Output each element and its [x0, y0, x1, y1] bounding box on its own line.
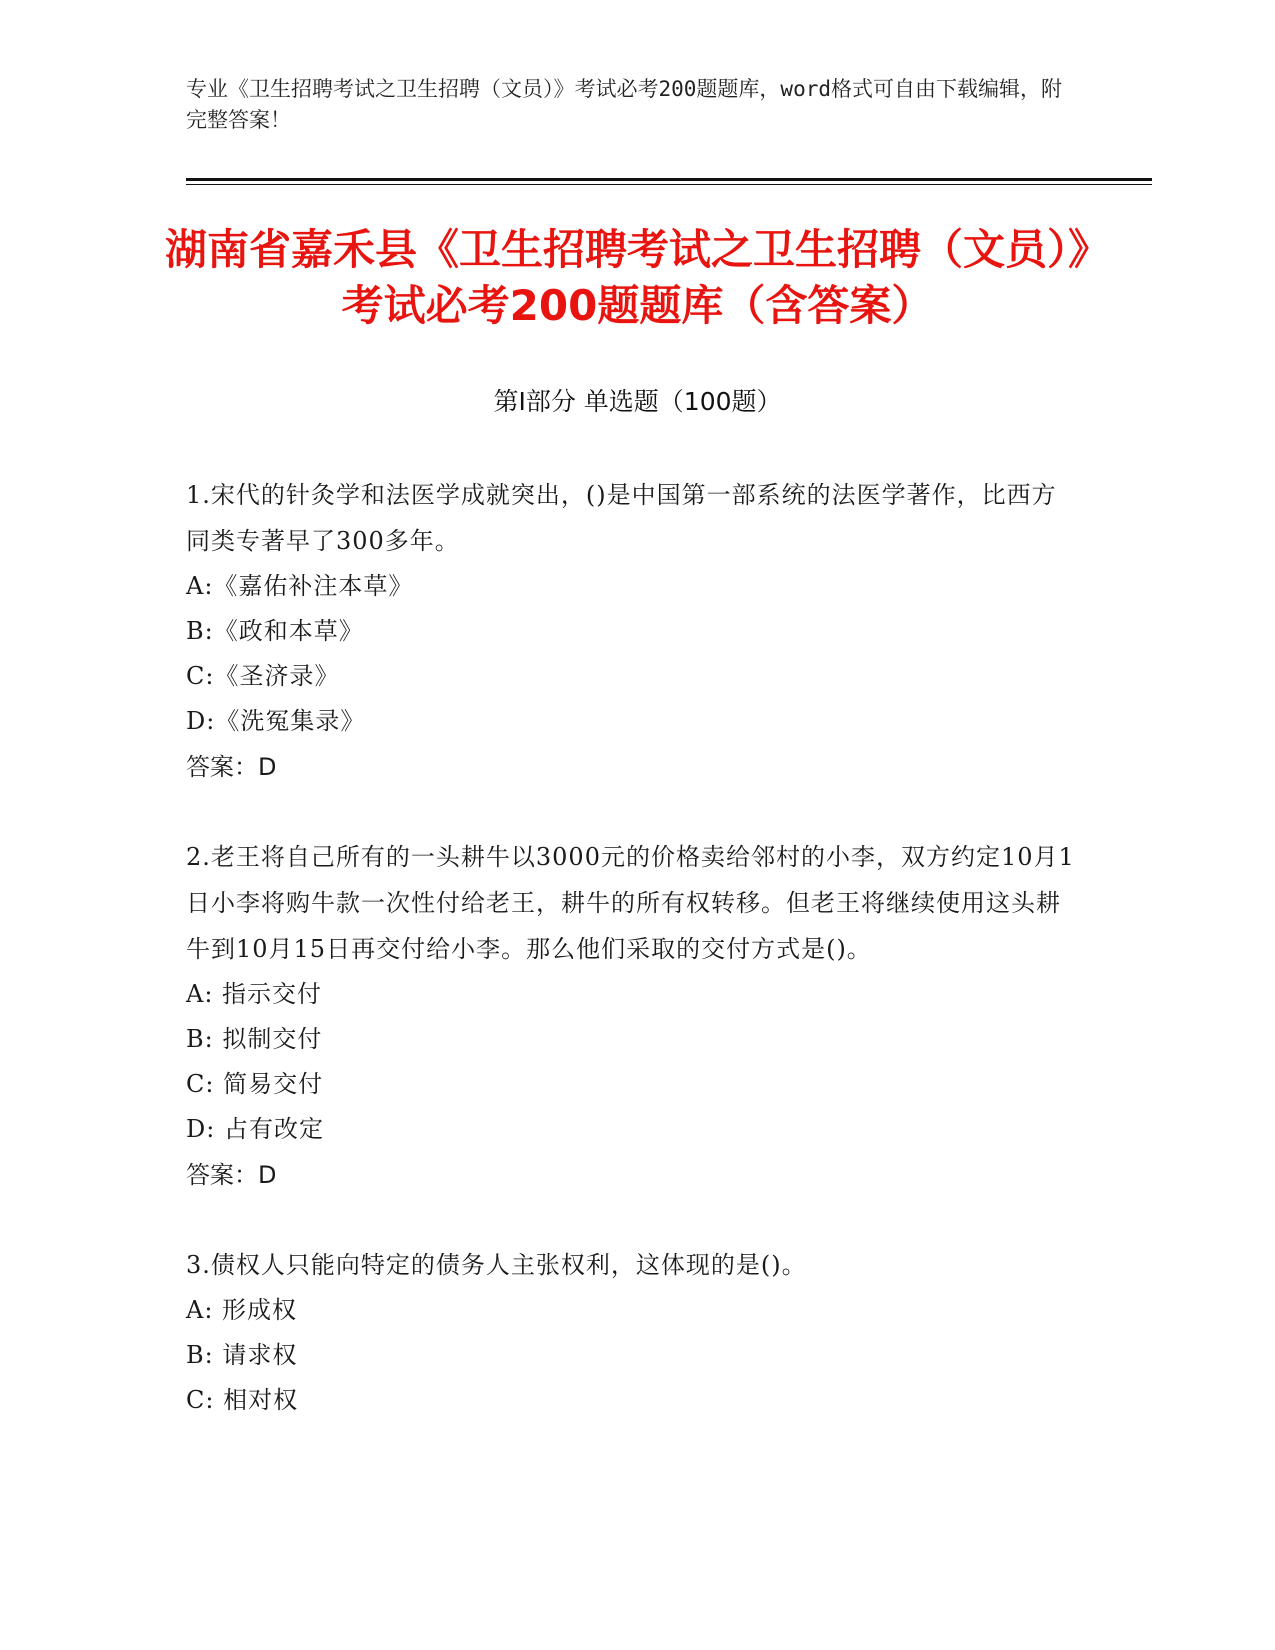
question-stem: 2.老王将自己所有的一头耕牛以3000元的价格卖给邻村的小李，双方约定10月1日小李将购牛款一次性付给老王，耕牛的所有权转移。但老王将继续使用这头耕牛到10月15日再交付给小李。那么他们采取的交付方式是()。: [186, 843, 1075, 963]
option-a: A:《嘉佑补注本草》: [186, 572, 414, 600]
option-c: C: 简易交付: [186, 1070, 324, 1098]
question-stem: 3.债权人只能向特定的债务人主张权利，这体现的是()。: [186, 1251, 807, 1279]
answer: 答案：D: [186, 1161, 277, 1189]
header-divider-thin: [186, 184, 1152, 185]
option-b: B: 拟制交付: [186, 1025, 323, 1053]
header-divider: [186, 178, 1152, 181]
question-list: [186, 472, 1076, 1423]
question-stem: 1.宋代的针灸学和法医学成就突出，()是中国第一部系统的法医学著作，比西方同类专著早了300多年。: [186, 481, 1057, 555]
question-1: [186, 472, 1076, 790]
document-title: 湖南省嘉禾县《卫生招聘考试之卫生招聘（文员）》考试必考200题题库（含答案）: [164, 225, 1110, 330]
header-note: 专业《卫生招聘考试之卫生招聘（文员）》考试必考200题题库，word格式可自由下载编辑，附完整答案！: [186, 77, 1062, 132]
answer: 答案：D: [186, 753, 277, 781]
option-a: A: 指示交付: [186, 980, 323, 1008]
option-c: C: 相对权: [186, 1386, 299, 1414]
option-a: A: 形成权: [186, 1296, 298, 1324]
question-3: [186, 1242, 1076, 1423]
option-b: B: 请求权: [186, 1341, 298, 1369]
option-b: B:《政和本草》: [186, 617, 364, 645]
option-c: C:《圣济录》: [186, 662, 340, 690]
section-title: 第Ⅰ部分 单选题（100题）: [493, 387, 782, 416]
option-d: D:《洗冤集录》: [186, 707, 366, 735]
question-2: [186, 834, 1076, 1198]
option-d: D: 占有改定: [186, 1115, 324, 1143]
